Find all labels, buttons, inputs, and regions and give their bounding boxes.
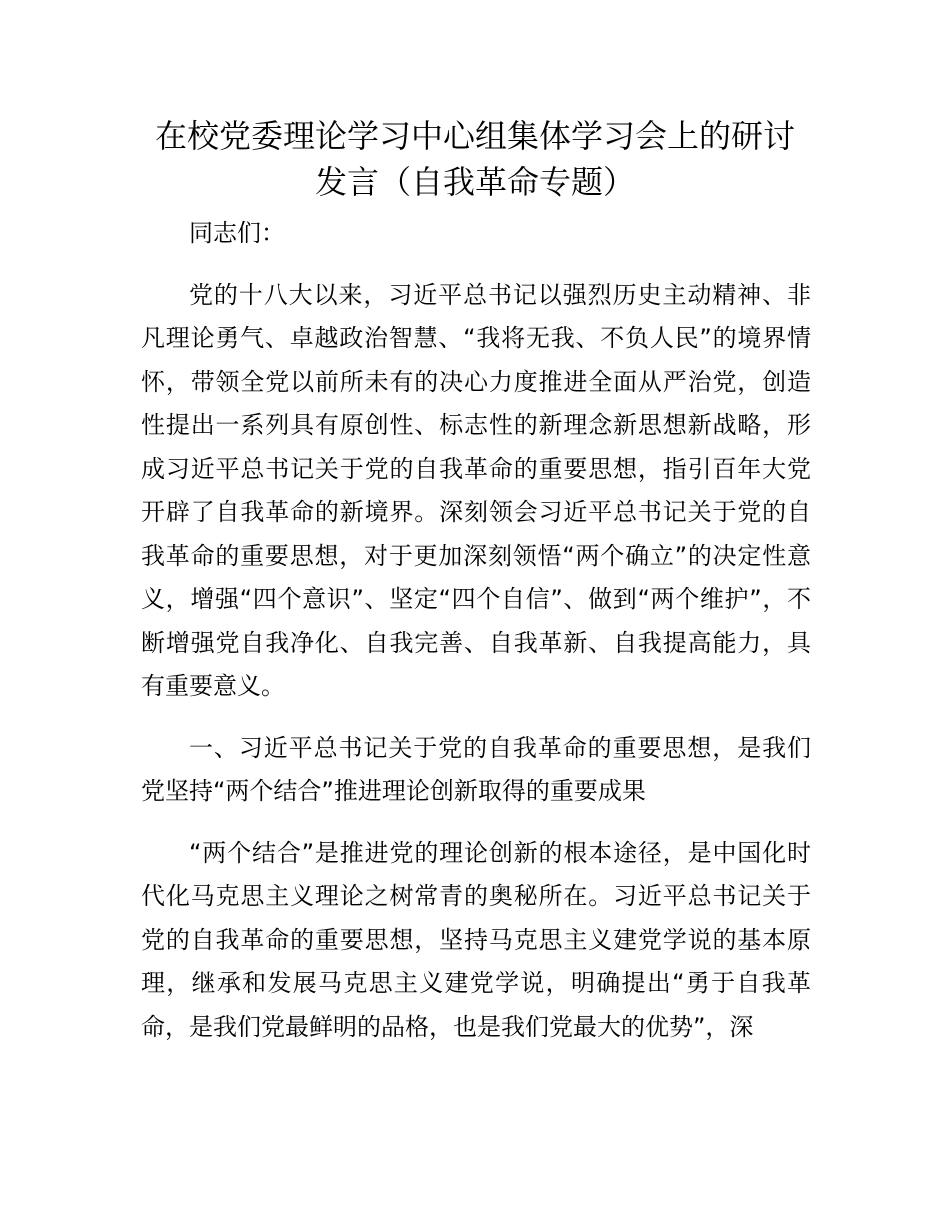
salutation: 同志们：: [189, 219, 285, 247]
document-title: [130, 113, 820, 205]
paragraph-section-1: “两个结合”是推进党的理论创新的根本途径，是中国化时代化马克思主义理论之树常青的奥秘所在。习近平总书记关于党的自我革命的重要思想，坚持马克思主义建党学说的基本原理，继承和发展马克思主义建党学说，明确提出“勇于自我革命，是我们党最鲜明的品格，也是我们党最大的优势”，深: [141, 838, 811, 1041]
title-line-1: 在校党委理论学习中心组集体学习会上的研讨: [154, 117, 795, 155]
section-heading-1: 一、习近平总书记关于党的自我革命的重要思想，是我们党坚持“两个结合”推进理论创新取得的重要成果: [141, 733, 811, 805]
title-line-2: 发言（自我革命专题）: [314, 163, 635, 201]
document-body: [141, 212, 811, 1055]
paragraph-intro: 党的十八大以来，习近平总书记以强烈历史主动精神、非凡理论勇气、卓越政治智慧、“我将无我、不负人民”的境界情怀，带领全党以前所未有的决心力度推进全面从严治党，创造性提出一系列具有原创性、标志性的新理念新思想新战略，形成习近平总书记关于党的自我革命的重要思想，指引百年大党开辟了自我革命的新境界。深刻领会习近平总书记关于党的自我革命的重要思想，对于更加深刻领悟“两个确立”的决定性意义，增强“四个意识”、坚定“四个自信”、做到“两个维护”，不断增强党自我净化、自我完善、自我革新、自我提高能力，具有重要意义。: [141, 280, 811, 700]
